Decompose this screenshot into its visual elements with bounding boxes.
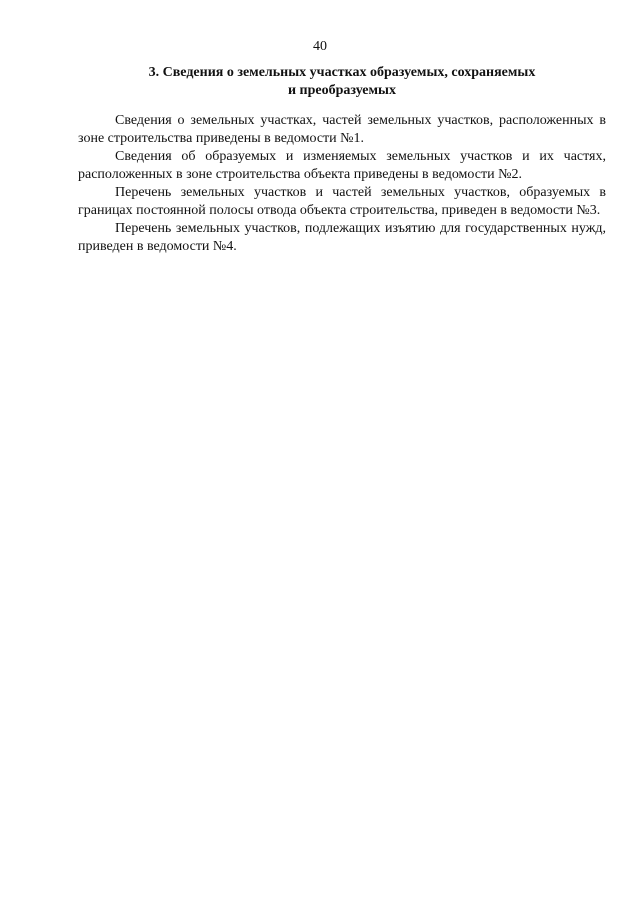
page-number: 40: [313, 39, 327, 54]
paragraph-3: Перечень земельных участков и частей земельных участков, образуемых в границах постоянной полосы отвода объекта строительства, приведен в ведомости №3.: [78, 185, 606, 218]
paragraph-4: Перечень земельных участков, подлежащих изъятию для государственных нужд, приведен в ведомости №4.: [78, 221, 606, 254]
paragraph-1: Сведения о земельных участках, частей земельных участков, расположенных в зоне строительства приведены в ведомости №1.: [78, 113, 606, 146]
section-title-line-2: и преобразуемых: [287, 83, 396, 98]
section-title: [78, 64, 606, 100]
paragraph-2: Сведения об образуемых и изменяемых земельных участков и их частях, расположенных в зоне строительства объекта приведены в ведомости №2.: [78, 149, 606, 182]
section-title-line-1: 3. Сведения о земельных участках образуемых, сохраняемых: [148, 65, 536, 80]
section-body: [78, 112, 606, 256]
